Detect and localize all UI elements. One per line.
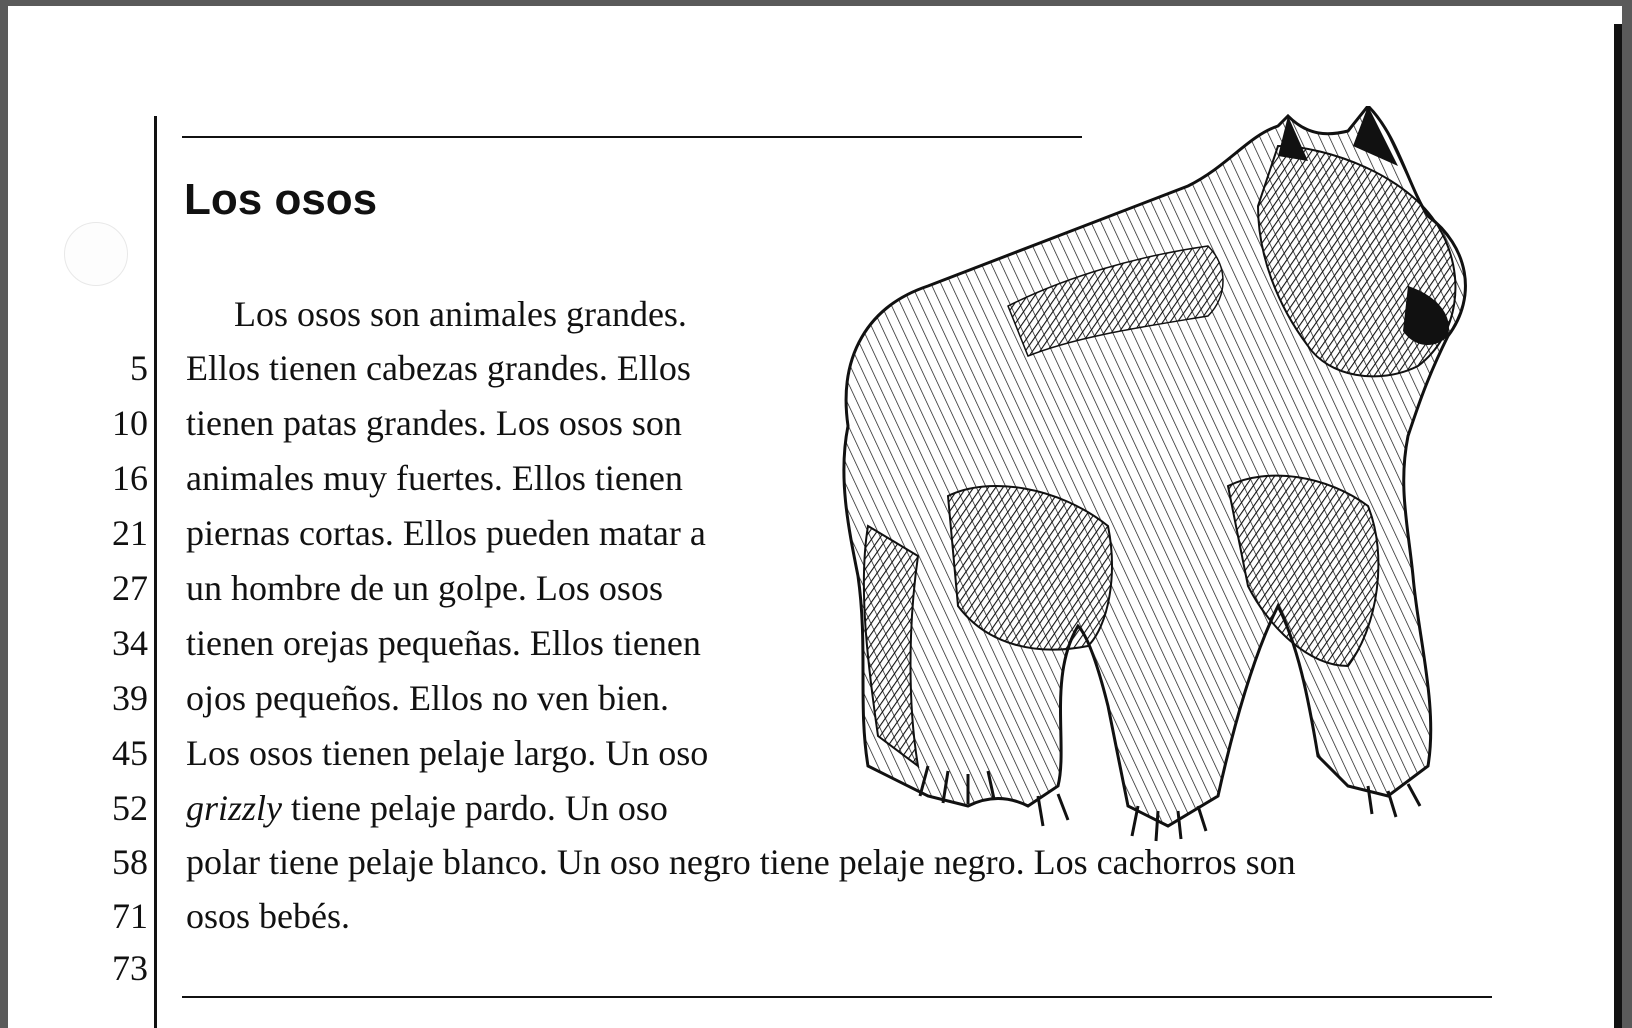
- story-line: piernas cortas. Ellos pueden matar a: [186, 513, 706, 553]
- worksheet-page: [8, 6, 1622, 1028]
- line-number: 10: [112, 403, 148, 443]
- story-line: tienen patas grandes. Los osos son: [186, 403, 682, 443]
- line-number: 58: [112, 842, 148, 882]
- story-line: animales muy fuertes. Ellos tienen: [186, 458, 683, 498]
- italic-word: grizzly: [186, 788, 283, 828]
- story-line: un hombre de un golpe. Los osos: [186, 568, 663, 608]
- line-number: 5: [130, 348, 148, 388]
- story-line: Los osos tienen pelaje largo. Un oso: [186, 733, 709, 773]
- story-line-rest: tiene pelaje pardo. Un oso: [282, 788, 668, 828]
- margin-rule: [154, 116, 157, 1028]
- line-number: 16: [112, 458, 148, 498]
- story-line: [186, 788, 668, 828]
- line-number: 21: [112, 513, 148, 553]
- story-line: ojos pequeños. Ellos no ven bien.: [186, 678, 669, 718]
- story-title: Los osos: [184, 175, 378, 224]
- story-line: Los osos son animales grandes.: [234, 294, 687, 334]
- punch-hole: [64, 222, 128, 286]
- line-number: 39: [112, 678, 148, 718]
- line-number: 73: [112, 948, 148, 988]
- story-line: osos bebés.: [186, 896, 350, 936]
- bear-illustration-icon: [808, 106, 1528, 846]
- line-number: 27: [112, 568, 148, 608]
- bottom-rule: [182, 996, 1492, 998]
- line-number: 52: [112, 788, 148, 828]
- story-line: tienen orejas pequeñas. Ellos tienen: [186, 623, 701, 663]
- story-line: polar tiene pelaje blanco. Un oso negro tiene pelaje negro. Los cachorros son: [186, 842, 1296, 882]
- page-edge: [1614, 24, 1622, 1028]
- line-number: 71: [112, 896, 148, 936]
- line-number: 45: [112, 733, 148, 773]
- story-line: Ellos tienen cabezas grandes. Ellos: [186, 348, 691, 388]
- line-number: 34: [112, 623, 148, 663]
